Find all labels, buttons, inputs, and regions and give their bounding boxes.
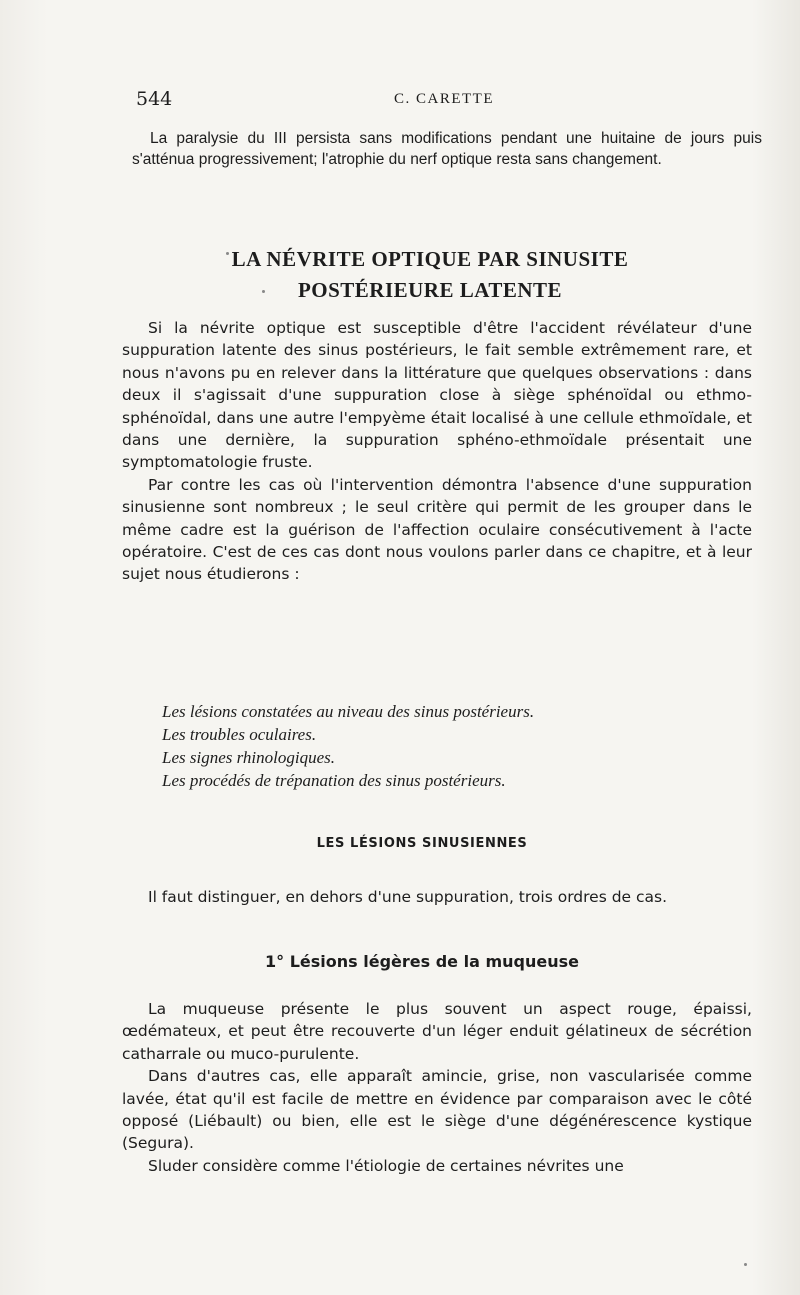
page-number: 544 <box>136 88 173 110</box>
topics-list <box>162 700 762 792</box>
subsection-heading: LES LÉSIONS SINUSIENNES <box>316 836 528 851</box>
paragraph: Si la névrite optique est susceptible d'être l'accident révélateur d'une suppuration latente des sinus postérieurs, le fait semble extrêmement rare, et nous n'avons pu en relever dans la littérature que quelques observations : dans deux il s'agissait d'une suppuration close à siège sphénoïdal ou ethmo-sphénoïdal, dans une autre l'empyème était localisé à une cellule ethmoïdale, et dans une dernière, la suppuration sphéno-ethmoïdale présentait une symptomatologie fruste. <box>122 319 752 472</box>
paragraph: Par contre les cas où l'intervention démontra l'absence d'une suppuration sinusienne sont nombreux ; le seul critère qui permit de les grouper dans le même cadre est la guérison de l'affection oculaire consécutivement à l'acte opératoire. C'est de ces cas dont nous voulons parler dans ce chapitre, et à leur sujet nous étudierons : <box>122 475 752 584</box>
running-title: C. CARETTE <box>394 91 494 107</box>
print-speck <box>226 252 229 255</box>
section-title <box>130 244 730 306</box>
intro-paragraph: La paralysie du III persista sans modifications pendant une huitaine de jours puis s'atténua progressivement; l'atrophie du nerf optique resta sans changement. <box>132 130 762 168</box>
body-text-a <box>122 317 752 586</box>
topic-item: Les troubles oculaires. <box>162 725 317 744</box>
topic-item: Les signes rhinologiques. <box>162 748 336 767</box>
paragraph: La muqueuse présente le plus souvent un aspect rouge, épaissi, œdémateux, et peut être recouverte d'un léger enduit gélatineux de sécrétion catharrale ou muco-purulente. <box>122 1000 752 1063</box>
topic-item: Les lésions constatées au niveau des sinus postérieurs. <box>162 702 535 721</box>
section-title-line-1: LA NÉVRITE OPTIQUE PAR SINUSITE <box>231 247 629 271</box>
print-speck <box>262 290 265 293</box>
running-head <box>136 88 752 114</box>
body-text-b <box>122 886 752 908</box>
print-speck <box>744 1263 747 1266</box>
paragraph: Dans d'autres cas, elle apparaît amincie, grise, non vascularisée comme lavée, état qu'il est facile de mettre en évidence par comparaison avec le côté opposé (Liébault) ou bien, elle est le siège d'une dégénérescence kystique (Segura). <box>122 1067 752 1153</box>
body-text-c <box>122 998 752 1177</box>
sub-subsection-heading: 1° Lésions légères de la muqueuse <box>265 952 579 971</box>
paragraph: Il faut distinguer, en dehors d'une suppuration, trois ordres de cas. <box>148 888 668 906</box>
topic-item: Les procédés de trépanation des sinus postérieurs. <box>162 771 506 790</box>
paragraph: Sluder considère comme l'étiologie de certaines névrites une <box>148 1156 624 1175</box>
section-title-line-2: POSTÉRIEURE LATENTE <box>297 278 563 302</box>
